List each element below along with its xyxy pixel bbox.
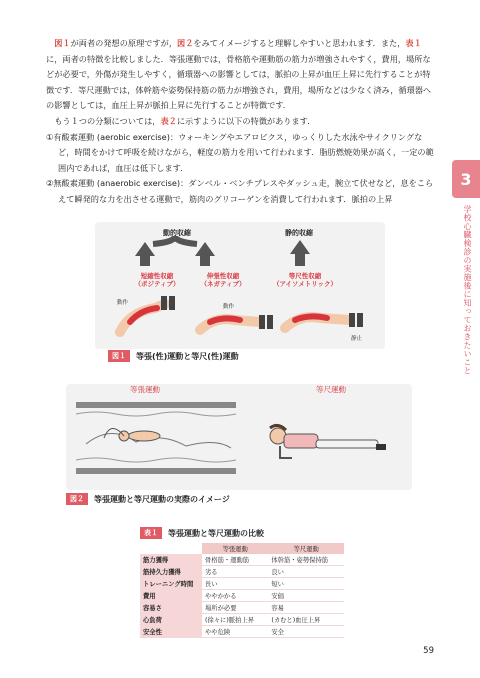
table-row (140, 626, 344, 638)
isometric-exercise-label: 等尺運動 (316, 385, 346, 394)
isotonic-label: 等張運動 (130, 385, 160, 394)
figure-1 (95, 222, 385, 349)
isometric-label: 等尺性収縮 （アイソメトリック） (272, 272, 338, 288)
cell: 安価 (268, 590, 344, 602)
text: に示すように以下の特徴があります． (176, 115, 316, 126)
motion-label-2: 動作 (223, 304, 235, 310)
figure-2-number: 図２ (66, 493, 88, 505)
row-header: 容易さ (140, 602, 202, 614)
row-header: 費用 (140, 590, 202, 602)
cell: 骨格筋・運動筋 (202, 554, 268, 566)
header-blank (140, 543, 202, 554)
static-label: 静的収縮 (285, 229, 313, 237)
cell: ややかかる (202, 590, 268, 602)
table-row (140, 566, 344, 578)
chapter-tab: 3 (452, 160, 480, 198)
arm-eccentric (200, 315, 273, 330)
cell: やや危険 (202, 626, 268, 638)
figure-2-caption-text: 等張運動と等尺運動の実際のイメージ (94, 494, 230, 504)
table-1 (140, 527, 344, 638)
fig2-reference: 図２ (177, 38, 194, 48)
header-isotonic: 等張運動 (202, 543, 268, 554)
row-header: トレーニング時間 (140, 578, 202, 590)
eccentric-label: 伸張性収縮 （ネガティブ） (200, 272, 246, 288)
table-row (140, 590, 344, 602)
cell: (徐々に)脈拍上昇 (202, 614, 268, 626)
body-text (46, 36, 438, 208)
figure-2-illustration (66, 384, 412, 490)
cell: (カむと)血圧上昇 (268, 614, 344, 626)
list-item-anaerobic: ②無酸素運動 (anaerobic exercise)：ダンベル・ベンチプレスやダッシュ走，腕立て伏せなど，息をこらえて瞬発的な力を出させる運動で，筋肉のグリコーゲンを消費して行われます．脈拍の上昇 (46, 178, 434, 204)
motion-label-1: 動作 (117, 300, 129, 306)
list-item-aerobic: ①有酸素運動 (aerobic exercise)：ウォーキングやエアロビクス，ゆっくりした水泳やサイクリングなど，時間をかけて呼吸を続けながら，軽度の筋力を用いて行われます．脂肪燃焼効果が高く，一定の範囲内であれば，血圧は低下します． (46, 131, 434, 173)
table-1-number: 表１ (140, 527, 162, 539)
arm-concentric (120, 296, 175, 332)
chapter-title: 学校心臓検診の実施後に知っておきたいこと (463, 205, 472, 375)
comparison-table (140, 543, 344, 638)
table2-reference: 表２ (160, 115, 177, 126)
table-1-caption (140, 527, 344, 539)
still-label: 静止 (351, 336, 363, 342)
row-header: 安全性 (140, 626, 202, 638)
paragraph-2 (46, 114, 438, 130)
table-row (140, 578, 344, 590)
fig1-reference: 図１ (54, 38, 71, 48)
dynamic-label: 動的収縮 (163, 229, 191, 237)
arm-isometric (285, 313, 363, 328)
figure-1-number: 図１ (108, 350, 130, 362)
table1-reference: 表１ (405, 38, 422, 48)
text: に，両者の特徴を比較しました．等張運動では，骨格筋や運動筋の筋力が増強されやすく，費用，場所などが必要で，外傷が発生しやすく，循環器への影響としては，脈拍の上昇が血圧上昇に先行することが特徴です．等尺運動では，体幹筋や姿勢保持筋の筋力が増強され，費用，場所などは少なく済み，循環器への影響としては，血圧上昇が脈拍上昇に先行することが特徴です． (46, 53, 432, 111)
table-row (140, 602, 344, 614)
figure-1-caption-text: 等張(性)運動と等尺(性)運動 (136, 351, 239, 361)
cell: 体幹筋・姿勢保持筋 (268, 554, 344, 566)
paragraph-1 (46, 36, 438, 114)
cell: 劣る (202, 566, 268, 578)
figure-1-caption (108, 350, 239, 362)
figure-2 (66, 384, 412, 490)
figure-2-caption (66, 493, 230, 505)
swimmer-pool (76, 402, 236, 474)
page-number: 59 (423, 646, 434, 656)
table-row (140, 554, 344, 566)
row-header: 筋力獲得 (140, 554, 202, 566)
plank-figure (270, 425, 386, 458)
cell: 安全 (268, 626, 344, 638)
cell: 容易 (268, 602, 344, 614)
table-header-row (140, 543, 344, 554)
row-header: 筋持久力獲得 (140, 566, 202, 578)
cell: 良い (268, 566, 344, 578)
cell: 長い (202, 578, 268, 590)
header-isometric: 等尺運動 (268, 543, 344, 554)
text: が両者の発想の原理ですが， (70, 38, 178, 48)
row-header: 心負荷 (140, 614, 202, 626)
table-1-caption-text: 等張運動と等尺運動の比較 (168, 528, 264, 538)
cell: 短い (268, 578, 344, 590)
text: もう１つの分類については， (54, 115, 161, 126)
concentric-label: 短縮性収縮 （ポジティブ） (134, 272, 180, 288)
cell: 場所が必要 (202, 602, 268, 614)
text: をみてイメージすると理解しやすいと思われます．また， (193, 38, 406, 48)
table-row (140, 614, 344, 626)
